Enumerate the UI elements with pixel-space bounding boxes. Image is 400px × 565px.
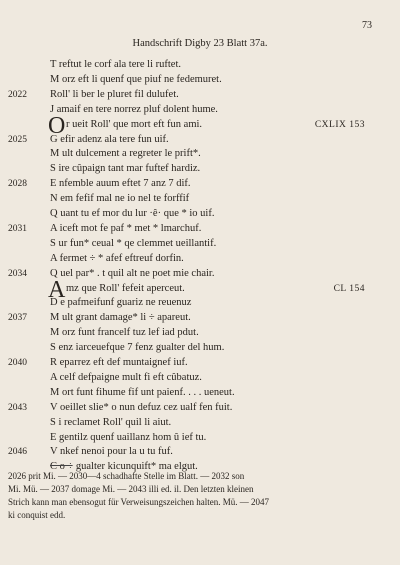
footnote-line: Strich kann man ebensogut für Verweisungszeichen halten. Mü. — 2047 <box>8 497 270 507</box>
verse-text: T reftut le corf ala tere li ruftet. <box>50 59 181 70</box>
verse-text: S ire cûpaign tant mar fuftef hardiz. <box>50 163 201 175</box>
verse-line <box>0 386 400 400</box>
page-number: 73 <box>362 20 372 31</box>
verse-text: Roll' li ber le pluret fil dulufet. <box>50 88 179 100</box>
verse-line <box>0 416 400 430</box>
verse-line <box>0 341 400 355</box>
verse-text: M orz funt francelf tuz lef iad pdut. <box>50 327 199 339</box>
verse-text: A fermet ÷ * afef eftreuf dorfin. <box>50 252 184 264</box>
verse-line <box>0 88 400 102</box>
line-number: 2043 <box>8 402 27 413</box>
running-head: Handschrift Digby 23 Blatt 37a. <box>132 38 268 49</box>
footnotes <box>8 470 370 522</box>
verse-line <box>0 162 400 176</box>
verse-line <box>0 431 400 445</box>
drop-initial: O <box>48 112 66 139</box>
verse-line <box>0 73 400 87</box>
laisse-reference: CXLIX 153 <box>314 119 365 130</box>
verse-text: S ur fun* ceual * qe clemmet ueillantif. <box>50 237 217 249</box>
verse-line <box>0 445 400 459</box>
verse-text: M orz eft li quenf que piuf ne fedemuret. <box>50 73 222 85</box>
footnote-line: Mi. Mü. — 2037 domage Mi. — 2043 illi ed. il. Den letzten kleinen <box>8 484 254 494</box>
verse-line <box>0 192 400 206</box>
verse-text: A iceft mot fe paf * met * lmarchuf. <box>50 222 202 234</box>
verse-text: N em fefif mal ne io nel te forffif <box>50 193 190 205</box>
verse-line <box>0 401 400 415</box>
verse-text: G efir adenz ala tere fun uif. <box>50 133 169 145</box>
verse-line <box>0 326 400 340</box>
footnote-line: 2026 prit Mi. — 2030—4 schadhafte Stelle im Blatt. — 2032 son <box>8 471 245 481</box>
verse-line <box>0 356 400 370</box>
verse-line <box>0 296 400 310</box>
line-number: 2022 <box>8 89 27 100</box>
verse-line <box>0 311 400 325</box>
verse-text: A celf defpaigne mult fi eft cûbatuz. <box>50 371 202 383</box>
verse-line <box>0 177 400 191</box>
verse-text: C o ÷ gualter kicunquift* ma elgut. <box>50 461 198 473</box>
verse-text: S i reclamet Roll' quil li aiut. <box>50 416 172 428</box>
verse-text: V oeillet slie* o nun defuz cez ualf fen fuit. <box>50 401 233 413</box>
line-number: 2037 <box>8 313 27 324</box>
verse-line <box>0 237 400 251</box>
footnote-line: ki conquist edd. <box>8 510 66 520</box>
verse-text: V nkef nenoi pour la u tu fuf. <box>50 446 173 458</box>
line-number: 2025 <box>8 134 27 145</box>
line-number: 2040 <box>8 358 27 368</box>
line-number: 2028 <box>8 179 27 190</box>
verse-text: mz que Roll' fefeit aperceut. <box>66 282 185 294</box>
verse-text: D e pafmeifunf guariz ne reuenuz <box>50 297 192 309</box>
verse-line <box>0 252 400 266</box>
line-number: 2031 <box>8 223 27 234</box>
verse-text: R eparrez eft def muntaignef iuf. <box>50 357 188 368</box>
verse-text: M ort funt fihume fif unt paienf. . . . ueneut. <box>50 386 235 398</box>
verse-line <box>0 222 400 236</box>
verse-text: J amaif en tere norrez pluf dolent hume. <box>50 103 218 115</box>
verse-text: r ueit Roll' que mort eft fun ami. <box>66 118 203 130</box>
verse-line <box>0 147 400 161</box>
verse-text: E gentilz quenf uaillanz hom û ief tu. <box>50 431 207 443</box>
line-number: 2046 <box>8 447 27 458</box>
verse-line <box>0 58 400 72</box>
verse-text: S enz iarceuefque 7 fenz gualter del hum. <box>50 342 225 354</box>
verse-text: Q uant tu ef mor du lur ·ê· que * io uif. <box>50 208 215 219</box>
footnote-rule <box>50 465 72 466</box>
verse-line <box>0 207 400 221</box>
verse-line <box>0 133 400 147</box>
verse-text: M ult grant damage* li ÷ apareut. <box>50 312 191 324</box>
verse-text: M ult dulcement a regreter le prift*. <box>50 148 201 160</box>
verse-line <box>0 371 400 385</box>
drop-initial: A <box>48 276 66 303</box>
laisse-reference: CL 154 <box>333 283 365 294</box>
line-number: 2034 <box>8 268 27 279</box>
verse-text: E nfemble auum eftet 7 anz 7 dif. <box>50 178 191 190</box>
verse-text: Q uel par* . t quil alt ne poet mie chair. <box>50 267 215 279</box>
